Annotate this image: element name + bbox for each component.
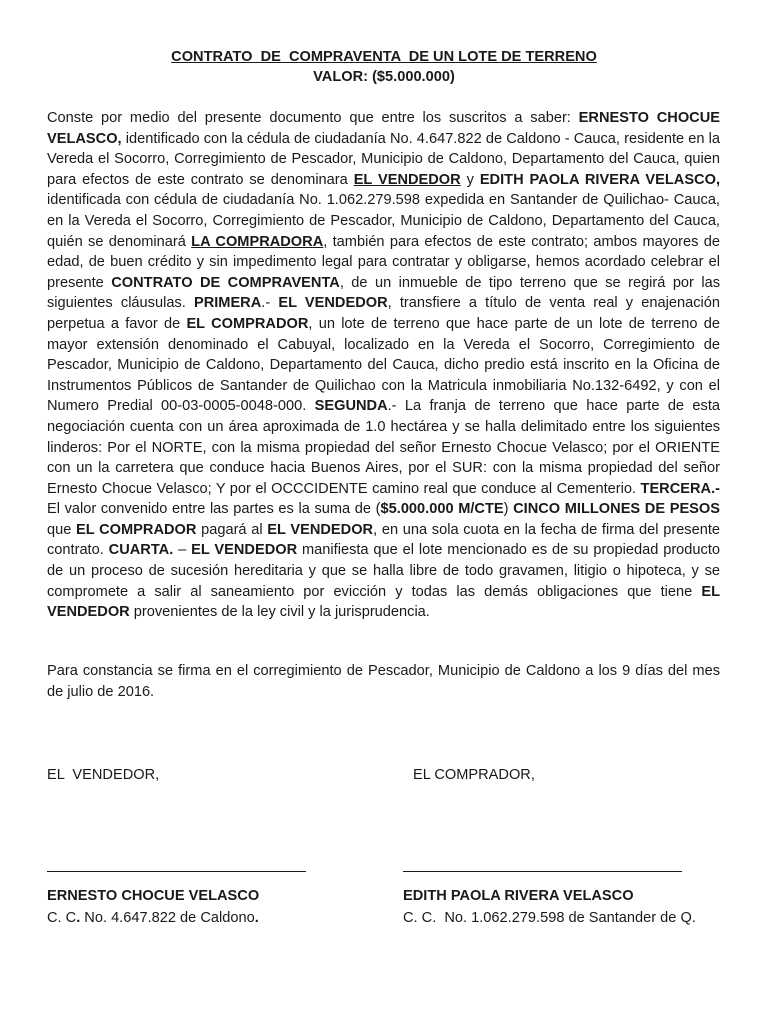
body-text-segment: , también para efectos de este contrato; ambos mayores de edad, de buen crédito y sin impedimento legal para contratar y obligarse, hemos acordado celebrar el presente [47, 233, 721, 291]
seller-signature-line [47, 871, 306, 872]
seller-id-end: . [254, 910, 259, 926]
body-text-segment: , de un inmueble de tipo terreno que se regirá por las siguientes cláusulas. [47, 274, 720, 312]
seller-id-dot: . [76, 910, 81, 926]
seller-name-bold: ERNESTO CHOCUE VELASCO, [47, 110, 720, 147]
clause-third-label: TERCERA.- [640, 480, 720, 497]
body-text-segment: El valor convenido entre las partes es la suma de ( [47, 501, 381, 518]
price-amount: $5.000.000 M/CTE [380, 501, 504, 518]
body-text-segment: .- [261, 295, 279, 312]
contract-value: VALOR: ($5.000.000) [313, 69, 455, 85]
seller-signature-name: ERNESTO CHOCUE VELASCO [47, 888, 260, 904]
body-text-segment: pagará al [196, 521, 268, 538]
seller-id-main: No. 4.647.822 de Caldono [80, 910, 255, 926]
body-text-segment: Conste por medio del presente documento que entre los suscritos a saber: [47, 110, 579, 126]
price-words: CINCO MILLONES DE PESOS [513, 501, 720, 518]
clause-fourth-label: CUARTA. [108, 542, 174, 559]
clause-first-label: PRIMERA [193, 295, 262, 312]
seller-ref: EL VENDEDOR [191, 542, 298, 559]
body-text-segment: – [173, 542, 192, 559]
body-text-segment: ) [503, 501, 514, 518]
closing-paragraph: Para constancia se firma en el corregimiento de Pescador, Municipio de Caldono a los 9 días del mes de julio de 2016. [47, 663, 720, 700]
buyer-ref: EL COMPRADOR [186, 315, 309, 332]
seller-id-number [47, 908, 259, 928]
body-text-segment: identificado con la cédula de ciudadanía No. 4.647.822 de Caldono - Cauca, residente en la Vereda el Socorro, Corregimiento de Pescador, Municipio de Caldono, Departamento del Cauca, quien para efectos de este contrato se denominara [47, 130, 720, 188]
buyer-id-number: C. C. No. 1.062.279.598 de Santander de Q. [403, 910, 696, 926]
body-text-segment: identificada con cédula de ciudadanía No. 1.062.279.598 expedida en Santander de Quilichao- Cauca, en la Vereda el Socorro, Corregimiento de Pescador, Municipio de Caldono, Departamento del Cauca, quién se denominará [47, 192, 720, 250]
body-text-segment: , en una sola cuota en la fecha de firma del presente contrato. [47, 521, 721, 559]
seller-ref: EL VENDEDOR [267, 521, 374, 538]
seller-id-prefix: C. C [47, 910, 77, 926]
contract-body [47, 108, 720, 623]
body-text-segment: provenientes de la ley civil y la jurisprudencia. [129, 604, 430, 621]
buyer-ref: EL COMPRADOR [76, 521, 197, 538]
buyer-name-bold: EDITH PAOLA RIVERA VELASCO, [479, 171, 720, 188]
clause-second-label: SEGUNDA [314, 398, 388, 415]
body-text-segment: , un lote de terreno que hace parte de un lote de terreno de mayor extensión denominado el Cabuyal, localizado en la Vereda el Socorro, Corregimiento de Pescador, Municipio de Caldono, Departamento del Cauca, dicho predio está inscrito en la Oficina de Instrumentos Públicos de Santander de Quilichao con la Matricula inmobiliaria No.132-6492, y con el Numero Predial 00-03-0005-0048-000. [47, 315, 721, 415]
seller-ref: EL VENDEDOR [278, 295, 388, 312]
buyer-designation: LA COMPRADORA [191, 233, 324, 250]
body-text-segment: manifiesta que el lote mencionado es de su propiedad producto de un proceso de sucesión hereditaria y que se halla libre de todo gravamen, litigio o hipoteca, y se compromete a salir al saneamiento por evicción y todas las demás obligaciones que tiene [47, 542, 720, 600]
body-text-segment: , transfiere a título de venta real y enajenación perpetua a favor de [47, 295, 720, 332]
seller-designation: EL VENDEDOR [353, 171, 461, 188]
body-text-segment: .- La franja de terreno que hace parte de esta negociación cuenta con un área aproximada de 1.0 hectárea y se halla delimitado entre los siguientes linderos: Por el NORTE, con la misma propiedad del señor Ernesto Chocue Velasco; por el ORIENTE con un la carretera que conduce hacia Buenos Aires, por el SUR: con la misma propiedad del señor Ernesto Chocue Velasco; Y por el OCCCIDENTE camino real que conduce al Cementerio. [47, 398, 720, 497]
body-text-segment: que [47, 521, 77, 538]
body-text-segment: y [460, 171, 480, 188]
buyer-role-label: EL COMPRADOR, [413, 767, 535, 783]
title-block [0, 47, 768, 87]
contract-type-bold: CONTRATO DE COMPRAVENTA [111, 274, 340, 291]
contract-title: CONTRATO DE COMPRAVENTA DE UN LOTE DE TERRENO [171, 49, 597, 65]
buyer-signature-line [403, 871, 682, 872]
buyer-signature-name: EDITH PAOLA RIVERA VELASCO [403, 888, 634, 904]
seller-role-label: EL VENDEDOR, [47, 767, 160, 783]
seller-ref: EL VENDEDOR [47, 583, 720, 621]
